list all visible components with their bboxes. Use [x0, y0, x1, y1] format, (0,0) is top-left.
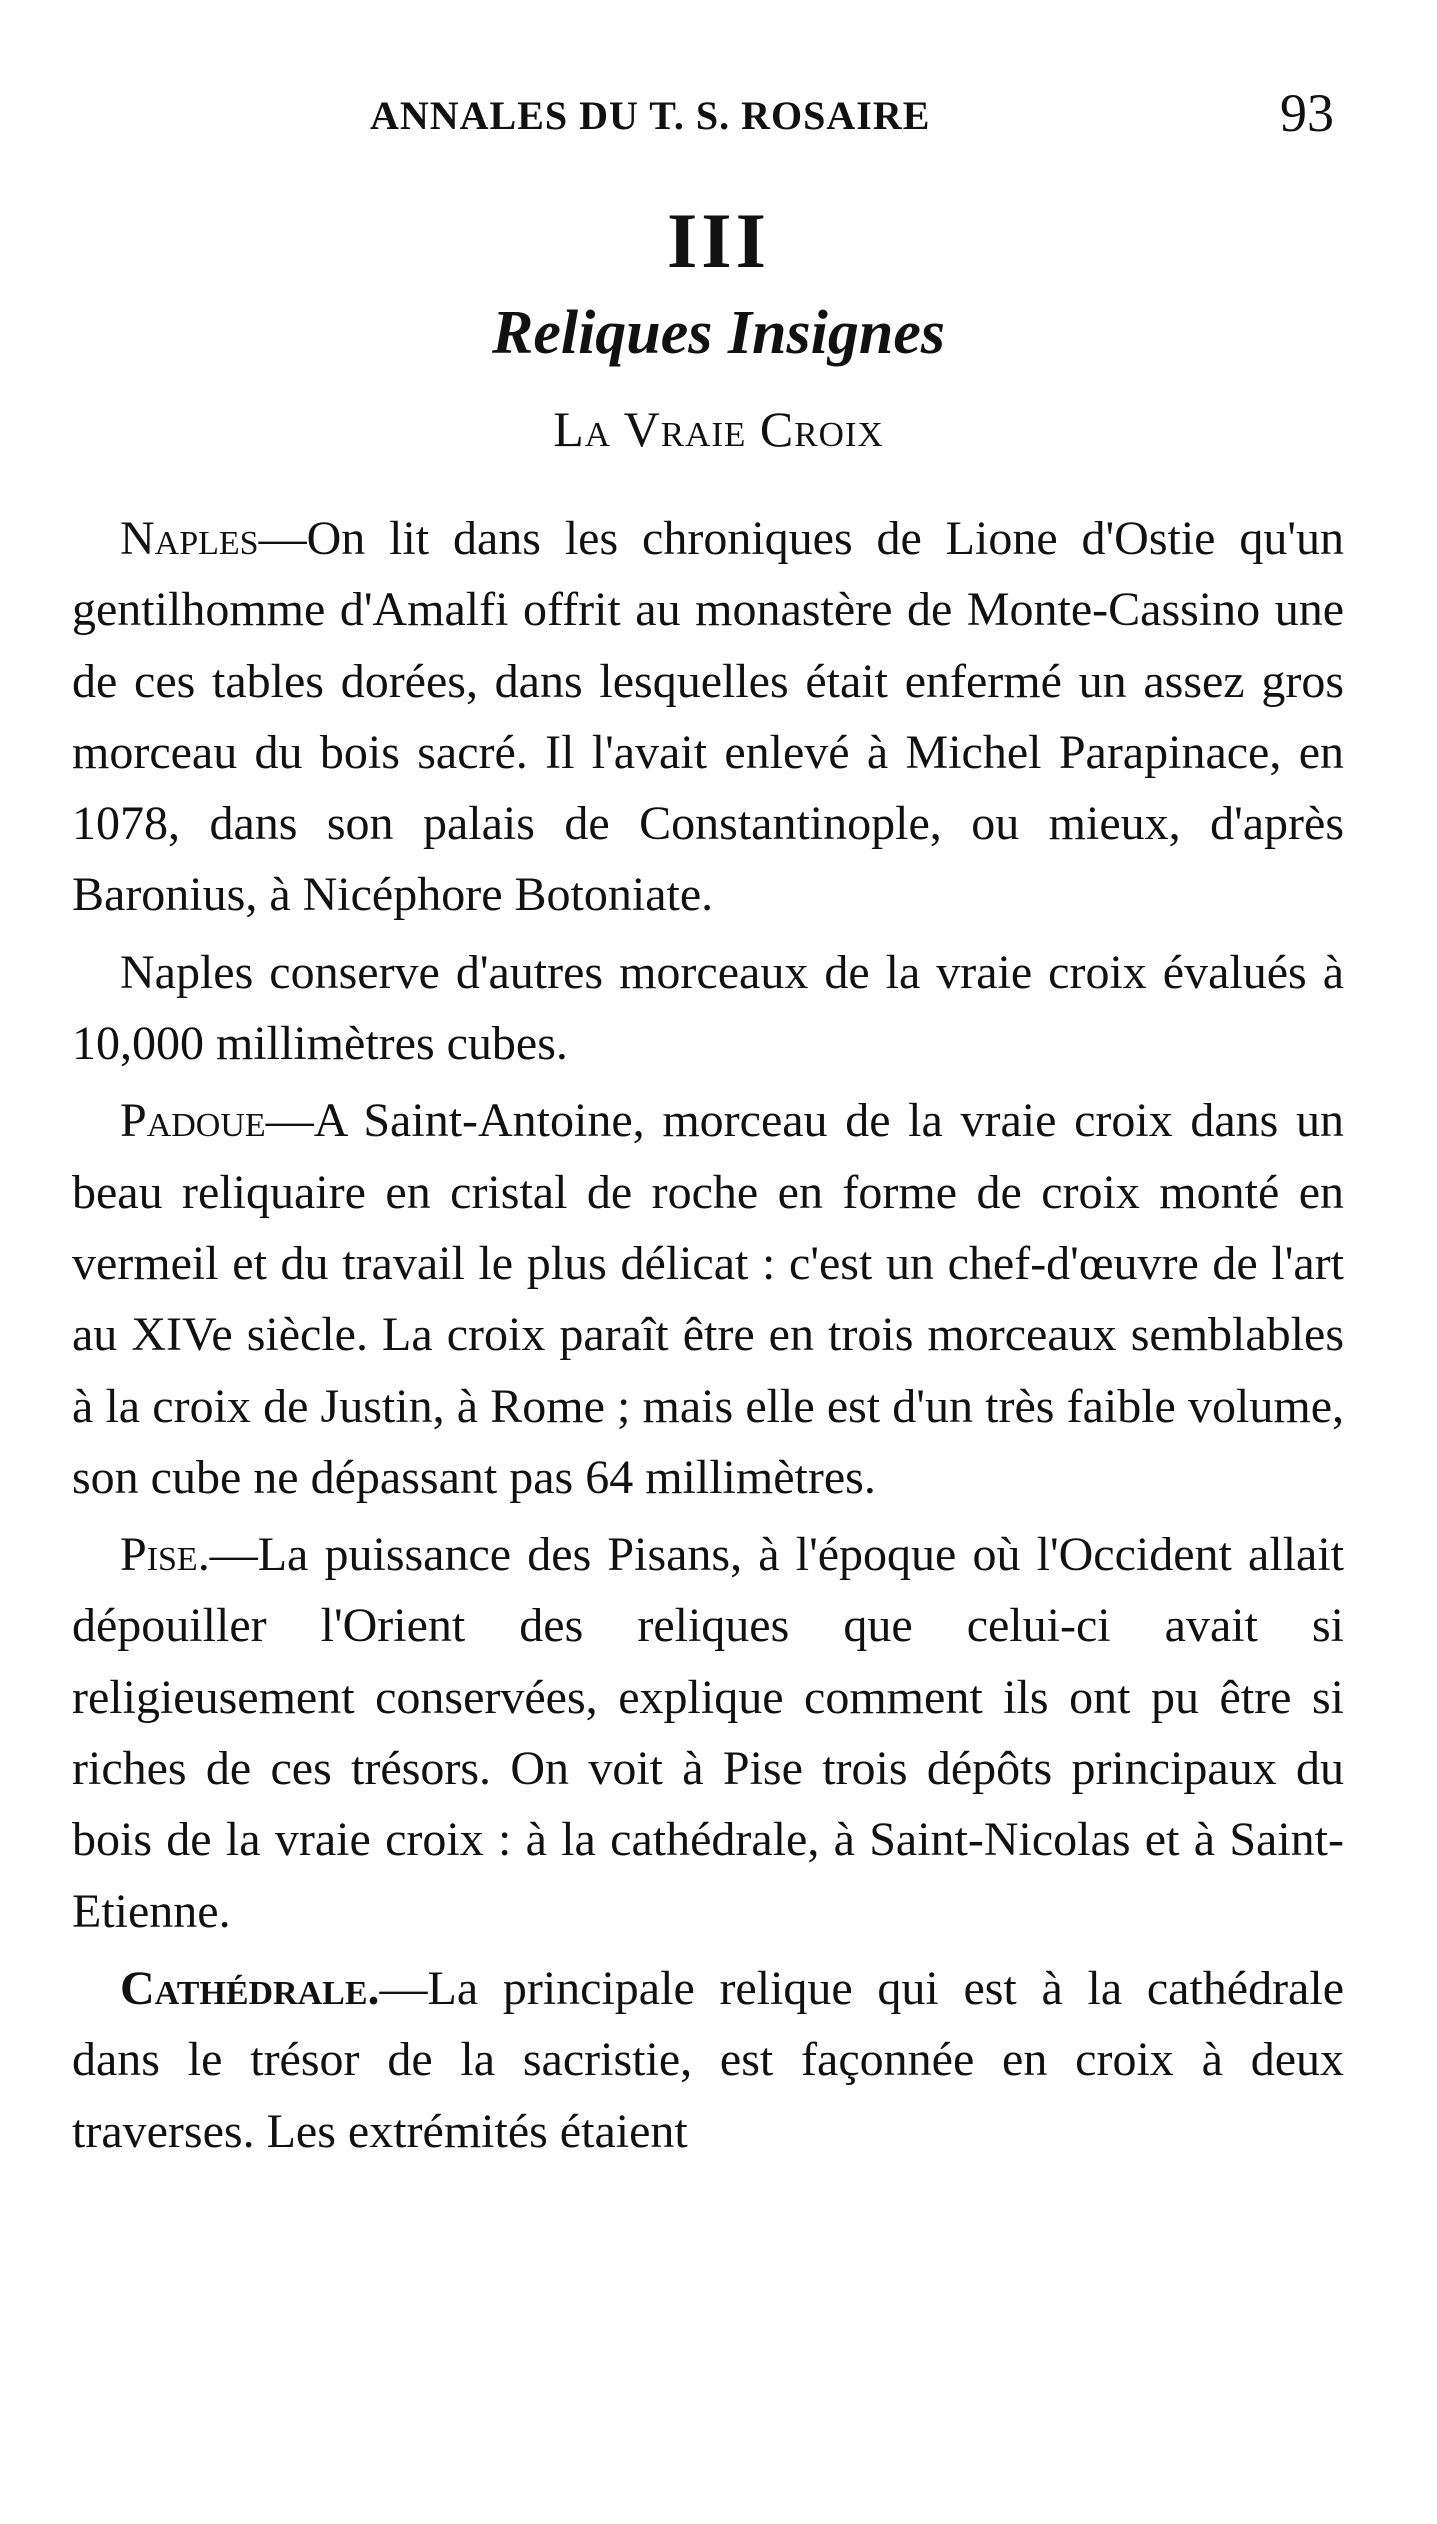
section-subtitle: La Vraie Croix — [553, 401, 884, 457]
paragraph-padoue — [72, 1085, 1344, 1513]
page-number: 93 — [1280, 83, 1334, 143]
paragraph-lead: Naples — [120, 512, 259, 565]
paragraph-text: —On lit dans les chroniques de Lione d'Ostie qu'un gentilhomme d'Amalfi offrit au monastère de Monte-Cassino une de ces tables dorées, dans lesquelles était enfermé un assez gros morceau du bois sacré. Il l'avait enlevé à Michel Parapinace, en 1078, dans son palais de Constantinople, ou mieux, d'après Baronius, à Nicéphore Botoniate. — [72, 512, 1344, 922]
paragraph-naples-conserve — [72, 937, 1344, 1080]
section-number: III — [666, 197, 771, 284]
body-text — [72, 503, 1344, 2173]
paragraph-lead: Pise. — [120, 1528, 210, 1582]
running-head: ANNALES DU T. S. ROSAIRE — [370, 93, 931, 138]
paragraph-text: —La puissance des Pisans, à l'époque où l'Occident allait dépouiller l'Orient des reliques que celui-ci avait si religieusement conservées, explique comment ils ont pu être si riches de ces trésors. On voit à Pise trois dépôts principaux du bois de la vraie croix : à la cathédrale, à Saint-Nicolas et à Saint-Etienne. — [72, 1528, 1344, 1938]
paragraph-naples — [72, 503, 1344, 931]
paragraph-text: —A Saint-Antoine, morceau de la vraie croix dans un beau reliquaire en cristal de roche en forme de croix monté en vermeil et du travail le plus délicat : c'est un chef-d'œuvre de l'art au XIVe siècle. La croix paraît être en trois morceaux semblables à la croix de Justin, à Rome ; mais elle est d'un très faible volume, son cube ne dépassant pas 64 millimètres. — [72, 1094, 1344, 1504]
paragraph-text: —La principale relique qui est à la cathédrale dans le trésor de la sacristie, est façonnée en croix à deux traverses. Les extrémités étaient — [72, 1961, 1344, 2158]
paragraph-pise — [72, 1519, 1344, 1947]
paragraph-cathedrale — [72, 1953, 1344, 2167]
paragraph-text: Naples conserve d'autres morceaux de la vraie croix évalués à 10,000 millimètres cubes. — [72, 945, 1344, 1071]
paragraph-lead: Padoue — [120, 1094, 266, 1148]
paragraph-lead: Cathédrale. — [120, 1961, 380, 2015]
section-title: Reliques Insignes — [491, 299, 946, 367]
